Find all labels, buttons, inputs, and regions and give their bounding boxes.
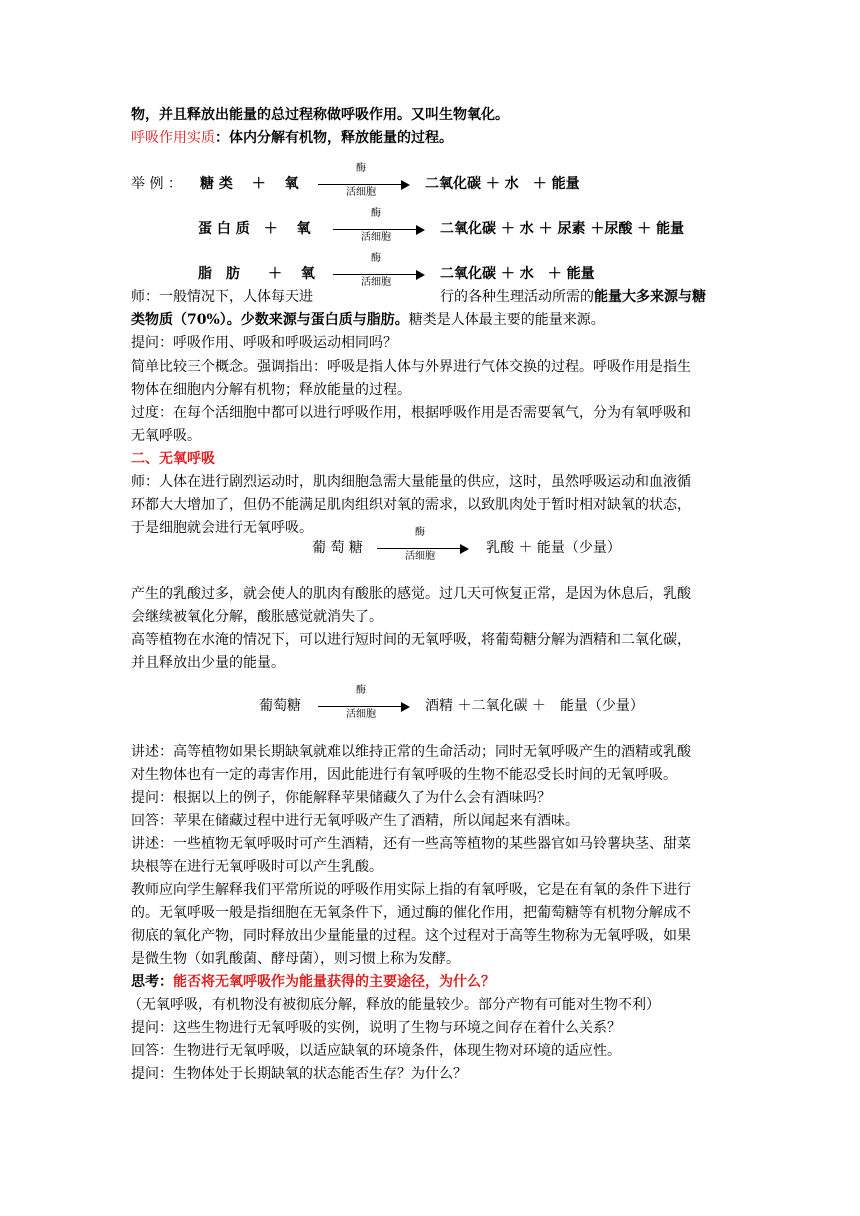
cell-label: 活细胞 (405, 551, 435, 562)
eq4-right: 乳酸 ＋ 能量（少量） (486, 540, 621, 556)
eq5-left: 葡萄糖 (259, 698, 301, 714)
text-line: 环都大大增加了，但仍不能满足肌肉组织对氧的需求，以致肌肉处于暂时相对缺氧的状态， (131, 497, 691, 513)
text-line (131, 128, 453, 149)
eq3-left: 脂 肪 ＋ 氧 (198, 266, 315, 282)
eq2-right: 二氧化碳 ＋ 水 ＋ 尿素 ＋尿酸 ＋ 能量 (440, 221, 685, 237)
enzyme-label: 酶 (356, 163, 366, 174)
text-line: 无氧呼吸。 (131, 428, 201, 444)
text-line: （无氧呼吸，有机物没有被彻底分解，释放的能量较少。部分产物有可能对生物不利） (128, 997, 660, 1013)
essence-text: 体内分解有机物，释放能量的过程。 (229, 130, 453, 146)
cell-label: 活细胞 (361, 277, 391, 288)
reaction-arrow (333, 253, 425, 288)
enzyme-label: 酶 (356, 685, 366, 696)
text-span: 类物质（70%）。少数来源与蛋白质与脂肪。 (131, 312, 409, 328)
text-line (440, 287, 706, 308)
essence-label: 呼吸作用实质 (131, 130, 215, 146)
text-line: 讲述：一些植物无氧呼吸时可产生酒精，还有一些高等植物的某些器官如马铃薯块茎、甜菜 (131, 836, 691, 852)
text-line: 师：人体在进行剧烈运动时，肌肉细胞急需大量能量的供应，这时，虽然呼吸运动和血液循 (131, 474, 691, 490)
text-span: 师：一般情况下，人体每天进 (131, 289, 313, 305)
eq4-left: 葡 萄 糖 (312, 540, 363, 556)
cell-label: 活细胞 (361, 232, 391, 243)
reaction-arrow (318, 163, 410, 198)
think-text: 能否将无氧呼吸作为能量获得的主要途径，为什么？ (173, 974, 495, 990)
reaction-arrow (318, 685, 410, 720)
text-line: 物体在细胞内分解有机物；释放能量的过程。 (131, 382, 411, 398)
enzyme-label: 酶 (371, 208, 381, 219)
text-line: 是微生物（如乳酸菌、酵母菌），则习惯上称为发酵。 (131, 951, 460, 967)
text-line: 提问：生物体处于长期缺氧的状态能否生存？为什么？ (131, 1066, 467, 1082)
text-line: 回答：苹果在储藏过程中进行无氧呼吸产生了酒精，所以闻起来有酒味。 (131, 813, 579, 829)
eq5-right: 酒精 ＋二氧化碳 ＋ 能量（少量） (425, 698, 644, 714)
text-line: 提问：根据以上的例子，你能解释苹果储藏久了为什么会有酒味吗？ (131, 790, 551, 806)
eq1-left: 糖 类 ＋ 氧 (200, 176, 299, 192)
text-line: 并且释放出少量的能量。 (131, 655, 285, 671)
eq3-right: 二氧化碳 ＋ 水 ＋ 能量 (440, 266, 595, 282)
text-line: 会继续被氧化分解，酸胀感觉就消失了。 (131, 609, 383, 625)
text-line (131, 310, 605, 331)
cell-label: 活细胞 (346, 709, 376, 720)
example-prefix: 举 例 ： (131, 176, 182, 192)
text-line: 高等植物在水淹的情况下，可以进行短时间的无氧呼吸，将葡萄糖分解为酒精和二氧化碳， (131, 632, 691, 648)
text-span: 糖类是人体最主要的能量来源。 (408, 312, 605, 328)
text-line: 对生物体也有一定的毒害作用，因此能进行有氧呼吸的生物不能忍受长时间的无氧呼吸。 (131, 767, 677, 783)
text-line: 回答：生物进行无氧呼吸，以适应缺氧的环境条件，体现生物对环境的适应性。 (131, 1043, 621, 1059)
text-line: 提问：呼吸作用、呼吸和呼吸运动相同吗？ (131, 335, 397, 351)
text-span: 行的各种生理活动所需的 (440, 289, 594, 305)
text-line: 的。无氧呼吸一般是指细胞在无氧条件下，通过酶的催化作用，把葡萄糖等有机物分解成不 (131, 905, 691, 921)
reaction-arrow (333, 208, 425, 243)
text-line: 提问：这些生物进行无氧呼吸的实例，说明了生物与环境之间存在着什么关系？ (131, 1020, 621, 1036)
text-line: 过度：在每个活细胞中都可以进行呼吸作用，根据呼吸作用是否需要氧气，分为有氧呼吸和 (131, 405, 691, 421)
text-line: 产生的乳酸过多，就会使人的肌肉有酸胀的感觉。过几天可恢复正常，是因为休息后，乳酸 (131, 586, 691, 602)
text-line: 彻底的氧化产物，同时释放出少量能量的过程。这个过程对于高等生物称为无氧呼吸，如果 (131, 928, 691, 944)
cell-label: 活细胞 (346, 187, 376, 198)
text-line (131, 972, 495, 993)
text-line: 简单比较三个概念。强调指出：呼吸是指人体与外界进行气体交换的过程。呼吸作用是指生 (131, 359, 691, 375)
think-label: 思考： (131, 974, 173, 990)
eq2-left: 蛋 白 质 ＋ 氧 (198, 221, 311, 237)
eq1-right: 二氧化碳 ＋ 水 ＋ 能量 (425, 176, 580, 192)
text-line: 于是细胞就会进行无氧呼吸。 (131, 520, 313, 536)
section-heading: 二、无氧呼吸 (131, 451, 215, 467)
colon: ： (215, 130, 229, 146)
text-line: 物，并且释放出能量的总过程称做呼吸作用。又叫生物氧化。 (131, 107, 509, 123)
text-span: 能量大多来源与糖 (594, 289, 706, 305)
text-line: 块根等在进行无氧呼吸时可以产生乳酸。 (131, 859, 383, 875)
reaction-arrow (377, 527, 469, 562)
enzyme-label: 酶 (415, 527, 425, 538)
enzyme-label: 酶 (371, 253, 381, 264)
text-line: 教师应向学生解释我们平常所说的呼吸作用实际上指的有氧呼吸，它是在有氧的条件下进行 (131, 882, 691, 898)
text-line (131, 287, 313, 308)
text-line: 讲述：高等植物如果长期缺氧就难以维持正常的生命活动；同时无氧呼吸产生的酒精或乳酸 (131, 744, 691, 760)
